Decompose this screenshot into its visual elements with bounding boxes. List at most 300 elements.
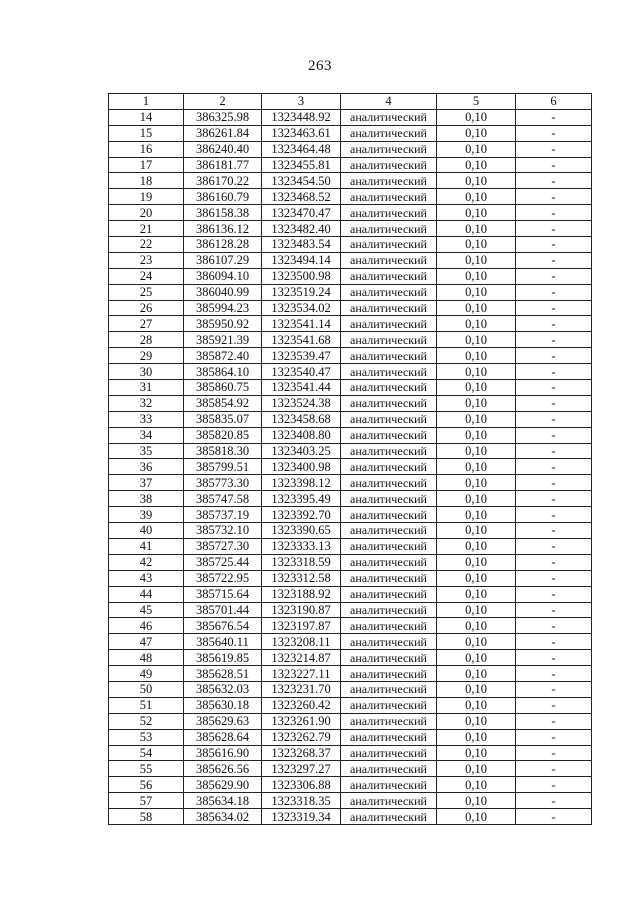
note-cell: - bbox=[516, 554, 592, 570]
note-cell: - bbox=[516, 713, 592, 729]
accuracy-cell: 0,10 bbox=[437, 109, 516, 125]
method-cell: аналитический bbox=[341, 459, 437, 475]
method-cell: аналитический bbox=[341, 252, 437, 268]
point-number-cell: 25 bbox=[109, 284, 184, 300]
accuracy-cell: 0,10 bbox=[437, 284, 516, 300]
table-row bbox=[109, 427, 592, 443]
point-number-cell: 52 bbox=[109, 713, 184, 729]
note-cell: - bbox=[516, 189, 592, 205]
point-number-cell: 58 bbox=[109, 809, 184, 825]
y-coordinate-cell: 1323519.24 bbox=[262, 284, 341, 300]
x-coordinate-cell: 385634.18 bbox=[184, 793, 262, 809]
point-number-cell: 48 bbox=[109, 650, 184, 666]
point-number-cell: 19 bbox=[109, 189, 184, 205]
note-cell: - bbox=[516, 523, 592, 539]
point-number-cell: 44 bbox=[109, 586, 184, 602]
y-coordinate-cell: 1323197.87 bbox=[262, 618, 341, 634]
table-row bbox=[109, 586, 592, 602]
note-cell: - bbox=[516, 745, 592, 761]
accuracy-cell: 0,10 bbox=[437, 602, 516, 618]
accuracy-cell: 0,10 bbox=[437, 189, 516, 205]
page-number: 263 bbox=[308, 58, 332, 74]
x-coordinate-cell: 385747.58 bbox=[184, 491, 262, 507]
y-coordinate-cell: 1323403.25 bbox=[262, 443, 341, 459]
table-row bbox=[109, 666, 592, 682]
note-cell: - bbox=[516, 332, 592, 348]
point-number-cell: 18 bbox=[109, 173, 184, 189]
y-coordinate-cell: 1323500.98 bbox=[262, 268, 341, 284]
note-cell: - bbox=[516, 141, 592, 157]
point-number-cell: 41 bbox=[109, 538, 184, 554]
accuracy-cell: 0,10 bbox=[437, 268, 516, 284]
method-cell: аналитический bbox=[341, 316, 437, 332]
table-row bbox=[109, 761, 592, 777]
table-row bbox=[109, 697, 592, 713]
accuracy-cell: 0,10 bbox=[437, 650, 516, 666]
method-cell: аналитический bbox=[341, 380, 437, 396]
note-cell: - bbox=[516, 300, 592, 316]
note-cell: - bbox=[516, 507, 592, 523]
note-cell: - bbox=[516, 380, 592, 396]
method-cell: аналитический bbox=[341, 507, 437, 523]
note-cell: - bbox=[516, 252, 592, 268]
note-cell: - bbox=[516, 443, 592, 459]
accuracy-cell: 0,10 bbox=[437, 570, 516, 586]
y-coordinate-cell: 1323268.37 bbox=[262, 745, 341, 761]
method-cell: аналитический bbox=[341, 475, 437, 491]
point-number-cell: 45 bbox=[109, 602, 184, 618]
method-cell: аналитический bbox=[341, 650, 437, 666]
table-row bbox=[109, 205, 592, 221]
accuracy-cell: 0,10 bbox=[437, 538, 516, 554]
accuracy-cell: 0,10 bbox=[437, 729, 516, 745]
accuracy-cell: 0,10 bbox=[437, 475, 516, 491]
column-number-header: 1 bbox=[109, 94, 184, 110]
table-row bbox=[109, 109, 592, 125]
method-cell: аналитический bbox=[341, 364, 437, 380]
table-row bbox=[109, 507, 592, 523]
x-coordinate-cell: 385835.07 bbox=[184, 411, 262, 427]
x-coordinate-cell: 386240.40 bbox=[184, 141, 262, 157]
accuracy-cell: 0,10 bbox=[437, 443, 516, 459]
y-coordinate-cell: 1323227.11 bbox=[262, 666, 341, 682]
table-row bbox=[109, 237, 592, 253]
method-cell: аналитический bbox=[341, 395, 437, 411]
method-cell: аналитический bbox=[341, 666, 437, 682]
x-coordinate-cell: 385950.92 bbox=[184, 316, 262, 332]
table-row bbox=[109, 729, 592, 745]
note-cell: - bbox=[516, 109, 592, 125]
note-cell: - bbox=[516, 538, 592, 554]
table-row bbox=[109, 745, 592, 761]
x-coordinate-cell: 385773.30 bbox=[184, 475, 262, 491]
y-coordinate-cell: 1323408.80 bbox=[262, 427, 341, 443]
table-row bbox=[109, 189, 592, 205]
y-coordinate-cell: 1323464.48 bbox=[262, 141, 341, 157]
table-row bbox=[109, 395, 592, 411]
note-cell: - bbox=[516, 125, 592, 141]
column-number-header: 4 bbox=[341, 94, 437, 110]
point-number-cell: 17 bbox=[109, 157, 184, 173]
method-cell: аналитический bbox=[341, 157, 437, 173]
point-number-cell: 53 bbox=[109, 729, 184, 745]
method-cell: аналитический bbox=[341, 793, 437, 809]
method-cell: аналитический bbox=[341, 173, 437, 189]
accuracy-cell: 0,10 bbox=[437, 300, 516, 316]
y-coordinate-cell: 1323539.47 bbox=[262, 348, 341, 364]
method-cell: аналитический bbox=[341, 523, 437, 539]
x-coordinate-cell: 385715.64 bbox=[184, 586, 262, 602]
accuracy-cell: 0,10 bbox=[437, 141, 516, 157]
table-row bbox=[109, 157, 592, 173]
accuracy-cell: 0,10 bbox=[437, 427, 516, 443]
table-row bbox=[109, 443, 592, 459]
point-number-cell: 37 bbox=[109, 475, 184, 491]
point-number-cell: 27 bbox=[109, 316, 184, 332]
point-number-cell: 15 bbox=[109, 125, 184, 141]
point-number-cell: 30 bbox=[109, 364, 184, 380]
table-row bbox=[109, 491, 592, 507]
x-coordinate-cell: 385629.90 bbox=[184, 777, 262, 793]
y-coordinate-cell: 1323470.47 bbox=[262, 205, 341, 221]
x-coordinate-cell: 385629.63 bbox=[184, 713, 262, 729]
note-cell: - bbox=[516, 634, 592, 650]
table-row bbox=[109, 634, 592, 650]
accuracy-cell: 0,10 bbox=[437, 316, 516, 332]
y-coordinate-cell: 1323468.52 bbox=[262, 189, 341, 205]
point-number-cell: 54 bbox=[109, 745, 184, 761]
y-coordinate-cell: 1323318.35 bbox=[262, 793, 341, 809]
table-row bbox=[109, 173, 592, 189]
table-row bbox=[109, 364, 592, 380]
table-row bbox=[109, 268, 592, 284]
table-row bbox=[109, 554, 592, 570]
x-coordinate-cell: 385737.19 bbox=[184, 507, 262, 523]
method-cell: аналитический bbox=[341, 109, 437, 125]
point-number-cell: 38 bbox=[109, 491, 184, 507]
y-coordinate-cell: 1323297.27 bbox=[262, 761, 341, 777]
note-cell: - bbox=[516, 697, 592, 713]
x-coordinate-cell: 385676.54 bbox=[184, 618, 262, 634]
note-cell: - bbox=[516, 602, 592, 618]
y-coordinate-cell: 1323483.54 bbox=[262, 237, 341, 253]
y-coordinate-cell: 1323306.88 bbox=[262, 777, 341, 793]
y-coordinate-cell: 1323541.14 bbox=[262, 316, 341, 332]
table-row bbox=[109, 793, 592, 809]
method-cell: аналитический bbox=[341, 586, 437, 602]
accuracy-cell: 0,10 bbox=[437, 554, 516, 570]
table-row bbox=[109, 221, 592, 237]
point-number-cell: 32 bbox=[109, 395, 184, 411]
point-number-cell: 56 bbox=[109, 777, 184, 793]
point-number-cell: 31 bbox=[109, 380, 184, 396]
method-cell: аналитический bbox=[341, 554, 437, 570]
method-cell: аналитический bbox=[341, 268, 437, 284]
point-number-cell: 36 bbox=[109, 459, 184, 475]
note-cell: - bbox=[516, 284, 592, 300]
y-coordinate-cell: 1323482.40 bbox=[262, 221, 341, 237]
accuracy-cell: 0,10 bbox=[437, 697, 516, 713]
point-number-cell: 43 bbox=[109, 570, 184, 586]
accuracy-cell: 0,10 bbox=[437, 713, 516, 729]
accuracy-cell: 0,10 bbox=[437, 809, 516, 825]
y-coordinate-cell: 1323541.44 bbox=[262, 380, 341, 396]
table-row bbox=[109, 713, 592, 729]
accuracy-cell: 0,10 bbox=[437, 666, 516, 682]
table-row bbox=[109, 570, 592, 586]
x-coordinate-cell: 385727.30 bbox=[184, 538, 262, 554]
note-cell: - bbox=[516, 809, 592, 825]
x-coordinate-cell: 385701.44 bbox=[184, 602, 262, 618]
y-coordinate-cell: 1323261.90 bbox=[262, 713, 341, 729]
accuracy-cell: 0,10 bbox=[437, 157, 516, 173]
note-cell: - bbox=[516, 157, 592, 173]
accuracy-cell: 0,10 bbox=[437, 221, 516, 237]
accuracy-cell: 0,10 bbox=[437, 364, 516, 380]
note-cell: - bbox=[516, 618, 592, 634]
note-cell: - bbox=[516, 475, 592, 491]
y-coordinate-cell: 1323319.34 bbox=[262, 809, 341, 825]
method-cell: аналитический bbox=[341, 284, 437, 300]
y-coordinate-cell: 1323448.92 bbox=[262, 109, 341, 125]
method-cell: аналитический bbox=[341, 141, 437, 157]
accuracy-cell: 0,10 bbox=[437, 634, 516, 650]
accuracy-cell: 0,10 bbox=[437, 793, 516, 809]
point-number-cell: 28 bbox=[109, 332, 184, 348]
accuracy-cell: 0,10 bbox=[437, 745, 516, 761]
method-cell: аналитический bbox=[341, 538, 437, 554]
table-row bbox=[109, 602, 592, 618]
note-cell: - bbox=[516, 570, 592, 586]
y-coordinate-cell: 1323231.70 bbox=[262, 681, 341, 697]
table-row bbox=[109, 777, 592, 793]
note-cell: - bbox=[516, 348, 592, 364]
table-row bbox=[109, 141, 592, 157]
method-cell: аналитический bbox=[341, 332, 437, 348]
method-cell: аналитический bbox=[341, 809, 437, 825]
column-number-header: 5 bbox=[437, 94, 516, 110]
table-row bbox=[109, 348, 592, 364]
x-coordinate-cell: 385799.51 bbox=[184, 459, 262, 475]
y-coordinate-cell: 1323534.02 bbox=[262, 300, 341, 316]
point-number-cell: 49 bbox=[109, 666, 184, 682]
x-coordinate-cell: 385864.10 bbox=[184, 364, 262, 380]
table-body bbox=[109, 94, 592, 825]
table-row bbox=[109, 523, 592, 539]
y-coordinate-cell: 1323455.81 bbox=[262, 157, 341, 173]
note-cell: - bbox=[516, 221, 592, 237]
accuracy-cell: 0,10 bbox=[437, 681, 516, 697]
point-number-cell: 22 bbox=[109, 237, 184, 253]
table-row bbox=[109, 125, 592, 141]
note-cell: - bbox=[516, 459, 592, 475]
table-header-row bbox=[109, 94, 592, 110]
method-cell: аналитический bbox=[341, 777, 437, 793]
y-coordinate-cell: 1323494.14 bbox=[262, 252, 341, 268]
column-number-header: 2 bbox=[184, 94, 262, 110]
x-coordinate-cell: 385619.85 bbox=[184, 650, 262, 666]
table-row bbox=[109, 380, 592, 396]
x-coordinate-cell: 386160.79 bbox=[184, 189, 262, 205]
x-coordinate-cell: 386040.99 bbox=[184, 284, 262, 300]
y-coordinate-cell: 1323262.79 bbox=[262, 729, 341, 745]
note-cell: - bbox=[516, 173, 592, 189]
accuracy-cell: 0,10 bbox=[437, 252, 516, 268]
y-coordinate-cell: 1323392.70 bbox=[262, 507, 341, 523]
x-coordinate-cell: 385616.90 bbox=[184, 745, 262, 761]
accuracy-cell: 0,10 bbox=[437, 491, 516, 507]
point-number-cell: 23 bbox=[109, 252, 184, 268]
y-coordinate-cell: 1323541.68 bbox=[262, 332, 341, 348]
note-cell: - bbox=[516, 427, 592, 443]
x-coordinate-cell: 385626.56 bbox=[184, 761, 262, 777]
note-cell: - bbox=[516, 777, 592, 793]
x-coordinate-cell: 385722.95 bbox=[184, 570, 262, 586]
point-number-cell: 55 bbox=[109, 761, 184, 777]
x-coordinate-cell: 386107.29 bbox=[184, 252, 262, 268]
table-row bbox=[109, 300, 592, 316]
table-row bbox=[109, 538, 592, 554]
table-row bbox=[109, 252, 592, 268]
y-coordinate-cell: 1323398.12 bbox=[262, 475, 341, 491]
point-number-cell: 26 bbox=[109, 300, 184, 316]
method-cell: аналитический bbox=[341, 602, 437, 618]
accuracy-cell: 0,10 bbox=[437, 237, 516, 253]
point-number-cell: 46 bbox=[109, 618, 184, 634]
x-coordinate-cell: 385630.18 bbox=[184, 697, 262, 713]
note-cell: - bbox=[516, 650, 592, 666]
table-row bbox=[109, 475, 592, 491]
x-coordinate-cell: 385860.75 bbox=[184, 380, 262, 396]
method-cell: аналитический bbox=[341, 729, 437, 745]
accuracy-cell: 0,10 bbox=[437, 395, 516, 411]
method-cell: аналитический bbox=[341, 189, 437, 205]
x-coordinate-cell: 386094.10 bbox=[184, 268, 262, 284]
method-cell: аналитический bbox=[341, 681, 437, 697]
note-cell: - bbox=[516, 586, 592, 602]
x-coordinate-cell: 385732.10 bbox=[184, 523, 262, 539]
y-coordinate-cell: 1323395.49 bbox=[262, 491, 341, 507]
method-cell: аналитический bbox=[341, 411, 437, 427]
point-number-cell: 40 bbox=[109, 523, 184, 539]
note-cell: - bbox=[516, 729, 592, 745]
method-cell: аналитический bbox=[341, 125, 437, 141]
table-row bbox=[109, 809, 592, 825]
accuracy-cell: 0,10 bbox=[437, 777, 516, 793]
table-row bbox=[109, 681, 592, 697]
method-cell: аналитический bbox=[341, 300, 437, 316]
table-row bbox=[109, 316, 592, 332]
point-number-cell: 50 bbox=[109, 681, 184, 697]
accuracy-cell: 0,10 bbox=[437, 618, 516, 634]
accuracy-cell: 0,10 bbox=[437, 459, 516, 475]
point-number-cell: 39 bbox=[109, 507, 184, 523]
accuracy-cell: 0,10 bbox=[437, 411, 516, 427]
x-coordinate-cell: 386261.84 bbox=[184, 125, 262, 141]
y-coordinate-cell: 1323260.42 bbox=[262, 697, 341, 713]
x-coordinate-cell: 385818.30 bbox=[184, 443, 262, 459]
accuracy-cell: 0,10 bbox=[437, 523, 516, 539]
note-cell: - bbox=[516, 411, 592, 427]
y-coordinate-cell: 1323454.50 bbox=[262, 173, 341, 189]
method-cell: аналитический bbox=[341, 348, 437, 364]
y-coordinate-cell: 1323458.68 bbox=[262, 411, 341, 427]
point-number-cell: 42 bbox=[109, 554, 184, 570]
table-row bbox=[109, 650, 592, 666]
x-coordinate-cell: 386128.28 bbox=[184, 237, 262, 253]
note-cell: - bbox=[516, 364, 592, 380]
x-coordinate-cell: 385628.51 bbox=[184, 666, 262, 682]
accuracy-cell: 0,10 bbox=[437, 507, 516, 523]
note-cell: - bbox=[516, 793, 592, 809]
x-coordinate-cell: 386136.12 bbox=[184, 221, 262, 237]
x-coordinate-cell: 385634.02 bbox=[184, 809, 262, 825]
note-cell: - bbox=[516, 681, 592, 697]
x-coordinate-cell: 386181.77 bbox=[184, 157, 262, 173]
method-cell: аналитический bbox=[341, 713, 437, 729]
x-coordinate-cell: 385994.23 bbox=[184, 300, 262, 316]
method-cell: аналитический bbox=[341, 618, 437, 634]
method-cell: аналитический bbox=[341, 205, 437, 221]
note-cell: - bbox=[516, 237, 592, 253]
accuracy-cell: 0,10 bbox=[437, 125, 516, 141]
accuracy-cell: 0,10 bbox=[437, 380, 516, 396]
x-coordinate-cell: 385628.64 bbox=[184, 729, 262, 745]
point-number-cell: 20 bbox=[109, 205, 184, 221]
x-coordinate-cell: 385820.85 bbox=[184, 427, 262, 443]
method-cell: аналитический bbox=[341, 443, 437, 459]
point-number-cell: 29 bbox=[109, 348, 184, 364]
note-cell: - bbox=[516, 268, 592, 284]
method-cell: аналитический bbox=[341, 761, 437, 777]
method-cell: аналитический bbox=[341, 221, 437, 237]
coordinates-table bbox=[108, 93, 592, 825]
x-coordinate-cell: 385872.40 bbox=[184, 348, 262, 364]
y-coordinate-cell: 1323400.98 bbox=[262, 459, 341, 475]
accuracy-cell: 0,10 bbox=[437, 761, 516, 777]
note-cell: - bbox=[516, 205, 592, 221]
method-cell: аналитический bbox=[341, 697, 437, 713]
note-cell: - bbox=[516, 395, 592, 411]
accuracy-cell: 0,10 bbox=[437, 205, 516, 221]
x-coordinate-cell: 386325.98 bbox=[184, 109, 262, 125]
x-coordinate-cell: 385632.03 bbox=[184, 681, 262, 697]
accuracy-cell: 0,10 bbox=[437, 332, 516, 348]
x-coordinate-cell: 385640.11 bbox=[184, 634, 262, 650]
y-coordinate-cell: 1323312.58 bbox=[262, 570, 341, 586]
accuracy-cell: 0,10 bbox=[437, 173, 516, 189]
point-number-cell: 14 bbox=[109, 109, 184, 125]
point-number-cell: 21 bbox=[109, 221, 184, 237]
point-number-cell: 33 bbox=[109, 411, 184, 427]
point-number-cell: 34 bbox=[109, 427, 184, 443]
method-cell: аналитический bbox=[341, 634, 437, 650]
x-coordinate-cell: 386158.38 bbox=[184, 205, 262, 221]
y-coordinate-cell: 1323188.92 bbox=[262, 586, 341, 602]
table-row bbox=[109, 459, 592, 475]
x-coordinate-cell: 385725.44 bbox=[184, 554, 262, 570]
point-number-cell: 24 bbox=[109, 268, 184, 284]
column-number-header: 6 bbox=[516, 94, 592, 110]
y-coordinate-cell: 1323208.11 bbox=[262, 634, 341, 650]
point-number-cell: 57 bbox=[109, 793, 184, 809]
x-coordinate-cell: 385854.92 bbox=[184, 395, 262, 411]
point-number-cell: 51 bbox=[109, 697, 184, 713]
note-cell: - bbox=[516, 316, 592, 332]
accuracy-cell: 0,10 bbox=[437, 348, 516, 364]
table-row bbox=[109, 618, 592, 634]
method-cell: аналитический bbox=[341, 237, 437, 253]
